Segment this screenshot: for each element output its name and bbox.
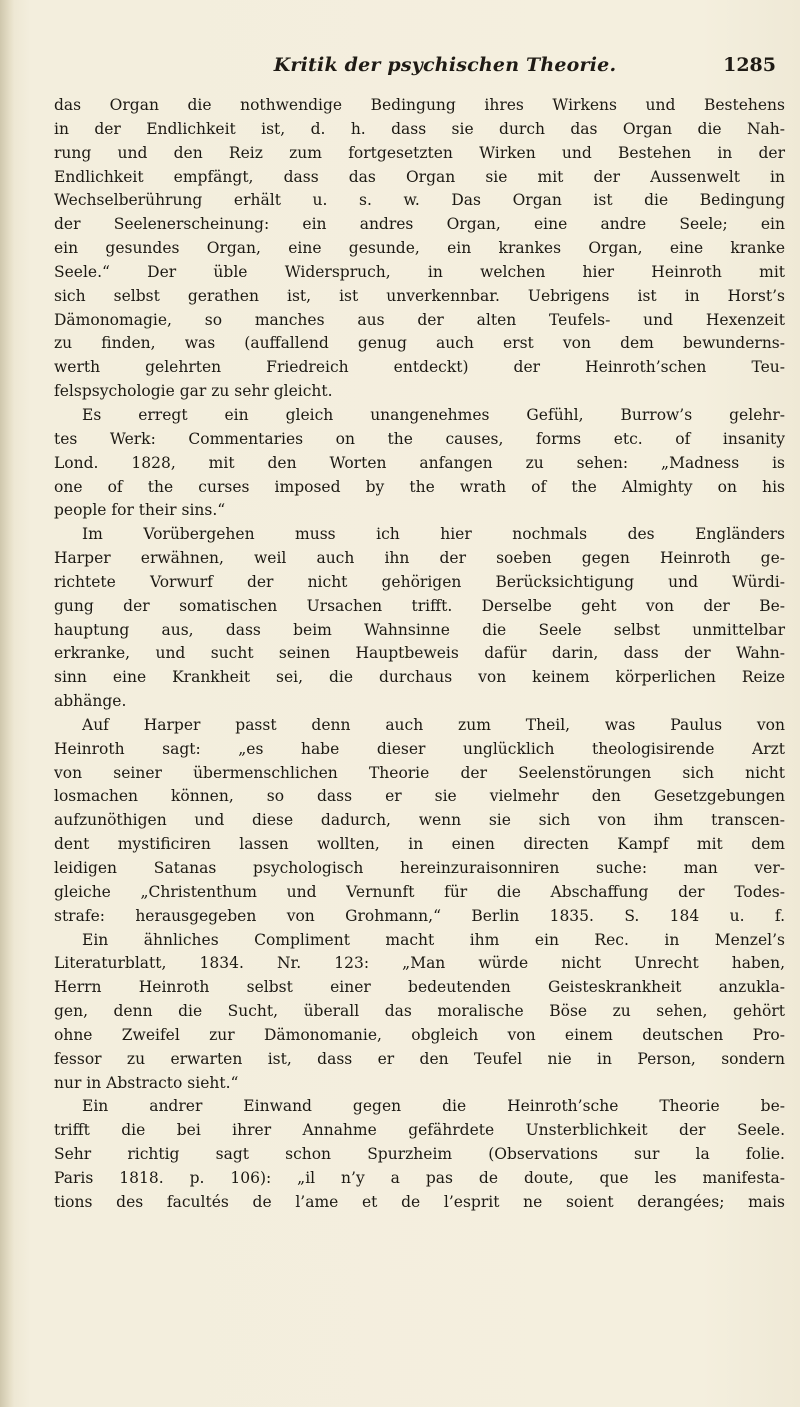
text-line: in der Endlichkeit ist, d. h. dass sie durch das Organ die Nah- xyxy=(54,119,785,138)
text-line: rung und den Reiz zum fortgesetzten Wirken und Bestehen in der xyxy=(54,143,785,162)
page-header xyxy=(100,54,790,86)
text-line: dent mystificiren lassen wollten, in einen directen Kampf mit dem xyxy=(54,835,785,854)
page-number: 1285 xyxy=(723,54,776,76)
running-title: Kritik der psychischen Theorie. xyxy=(273,54,617,76)
text-line: gung der somatischen Ursachen trifft. Derselbe geht von der Be- xyxy=(54,596,785,615)
text-line: Herrn Heinroth selbst einer bedeutenden Geisteskrankheit anzukla- xyxy=(54,978,785,997)
text-line: sinn eine Krankheit sei, die durchaus von keinem körperlichen Reize xyxy=(54,668,785,687)
text-line: das Organ die nothwendige Bedingung ihres Wirkens und Bestehens xyxy=(54,96,785,114)
text-line: gleiche „Christenthum und Vernunft für die Abschaffung der Todes- xyxy=(54,882,785,901)
text-line: Wechselberührung erhält u. s. w. Das Organ ist die Bedingung xyxy=(54,191,785,210)
text-line: losmachen können, so dass er sie vielmehr den Gesetzgebungen xyxy=(54,787,785,806)
text-line: Paris 1818. p. 106): „il n’y a pas de doute, que les manifesta- xyxy=(54,1168,785,1187)
text-line: Seele.“ Der üble Widerspruch, in welchen hier Heinroth mit xyxy=(54,262,785,281)
text-line: zu finden, was (auffallend genug auch erst von dem bewunderns- xyxy=(54,334,785,353)
text-line: der Seelenerscheinung: ein andres Organ, eine andre Seele; ein xyxy=(54,215,785,234)
text-line: hauptung aus, dass beim Wahnsinne die Seele selbst unmittelbar xyxy=(54,620,785,639)
text-line: Endlichkeit empfängt, dass das Organ sie mit der Aussenwelt in xyxy=(54,167,785,186)
text-line: Harper erwähnen, weil auch ihn der soeben gegen Heinroth ge- xyxy=(54,549,785,568)
text-line: sich selbst gerathen ist, ist unverkennbar. Uebrigens ist in Horst’s xyxy=(54,286,785,305)
text-line: strafe: herausgegeben von Grohmann,“ Berlin 1835. S. 184 u. f. xyxy=(54,906,785,925)
paragraph-start-line: Es erregt ein gleich unangenehmes Gefühl, Burrow’s gelehr- xyxy=(82,405,785,424)
paragraph-end-line: felspsychologie gar zu sehr gleicht. xyxy=(54,382,333,401)
paragraph-start-line: Ein ähnliches Compliment macht ihm ein Rec. in Menzel’s xyxy=(82,930,785,949)
text-line: richtete Vorwurf der nicht gehörigen Berücksichtigung und Würdi- xyxy=(54,572,785,591)
text-line: gen, denn die Sucht, überall das moralische Böse zu sehen, gehört xyxy=(54,1002,785,1021)
text-line: aufzunöthigen und diese dadurch, wenn sie sich von ihm transcen- xyxy=(54,811,785,830)
text-line: ein gesundes Organ, eine gesunde, ein krankes Organ, eine kranke xyxy=(54,239,785,258)
text-line: Heinroth sagt: „es habe dieser unglücklich theologisirende Arzt xyxy=(54,739,785,758)
text-line: von seiner übermenschlichen Theorie der Seelenstörungen sich nicht xyxy=(54,763,785,782)
text-line: leidigen Satanas psychologisch hereinzuraisonniren suche: man ver- xyxy=(54,859,785,877)
paragraph-end-line: people for their sins.“ xyxy=(54,501,226,520)
text-line: Lond. 1828, mit den Worten anfangen zu sehen: „Madness is xyxy=(54,453,785,472)
text-line: tions des facultés de l’ame et de l’esprit ne soient derangées; mais xyxy=(54,1192,785,1211)
body-text xyxy=(54,94,785,1215)
text-line: werth gelehrten Friedreich entdeckt) der Heinroth’schen Teu- xyxy=(54,358,785,377)
text-line: Dämonomagie, so manches aus der alten Teufels- und Hexenzeit xyxy=(54,310,785,329)
text-line: erkranke, und sucht seinen Hauptbeweis dafür darin, dass der Wahn- xyxy=(54,644,785,663)
text-line: ohne Zweifel zur Dämonomanie, obgleich von einem deutschen Pro- xyxy=(54,1025,785,1044)
paragraph-start-line: Auf Harper passt denn auch zum Theil, was Paulus von xyxy=(82,715,785,734)
text-line: Sehr richtig sagt schon Spurzheim (Observations sur la folie. xyxy=(54,1145,785,1164)
text-line: Literaturblatt, 1834. Nr. 123: „Man würde nicht Unrecht haben, xyxy=(54,954,785,973)
text-line: tes Werk: Commentaries on the causes, forms etc. of insanity xyxy=(54,429,785,448)
text-line: fessor zu erwarten ist, dass er den Teufel nie in Person, sondern xyxy=(54,1049,785,1068)
paragraph-end-line: abhänge. xyxy=(54,692,127,711)
text-line: trifft die bei ihrer Annahme gefährdete Unsterblichkeit der Seele. xyxy=(54,1121,785,1140)
text-line: one of the curses imposed by the wrath of the Almighty on his xyxy=(54,477,785,496)
paragraph-start-line: Im Vorübergehen muss ich hier nochmals des Engländers xyxy=(82,525,785,544)
paragraph-start-line: Ein andrer Einwand gegen die Heinroth’sche Theorie be- xyxy=(82,1097,785,1116)
page-spine-shadow xyxy=(0,0,14,1407)
paragraph-end-line: nur in Abstracto sieht.“ xyxy=(54,1073,239,1092)
